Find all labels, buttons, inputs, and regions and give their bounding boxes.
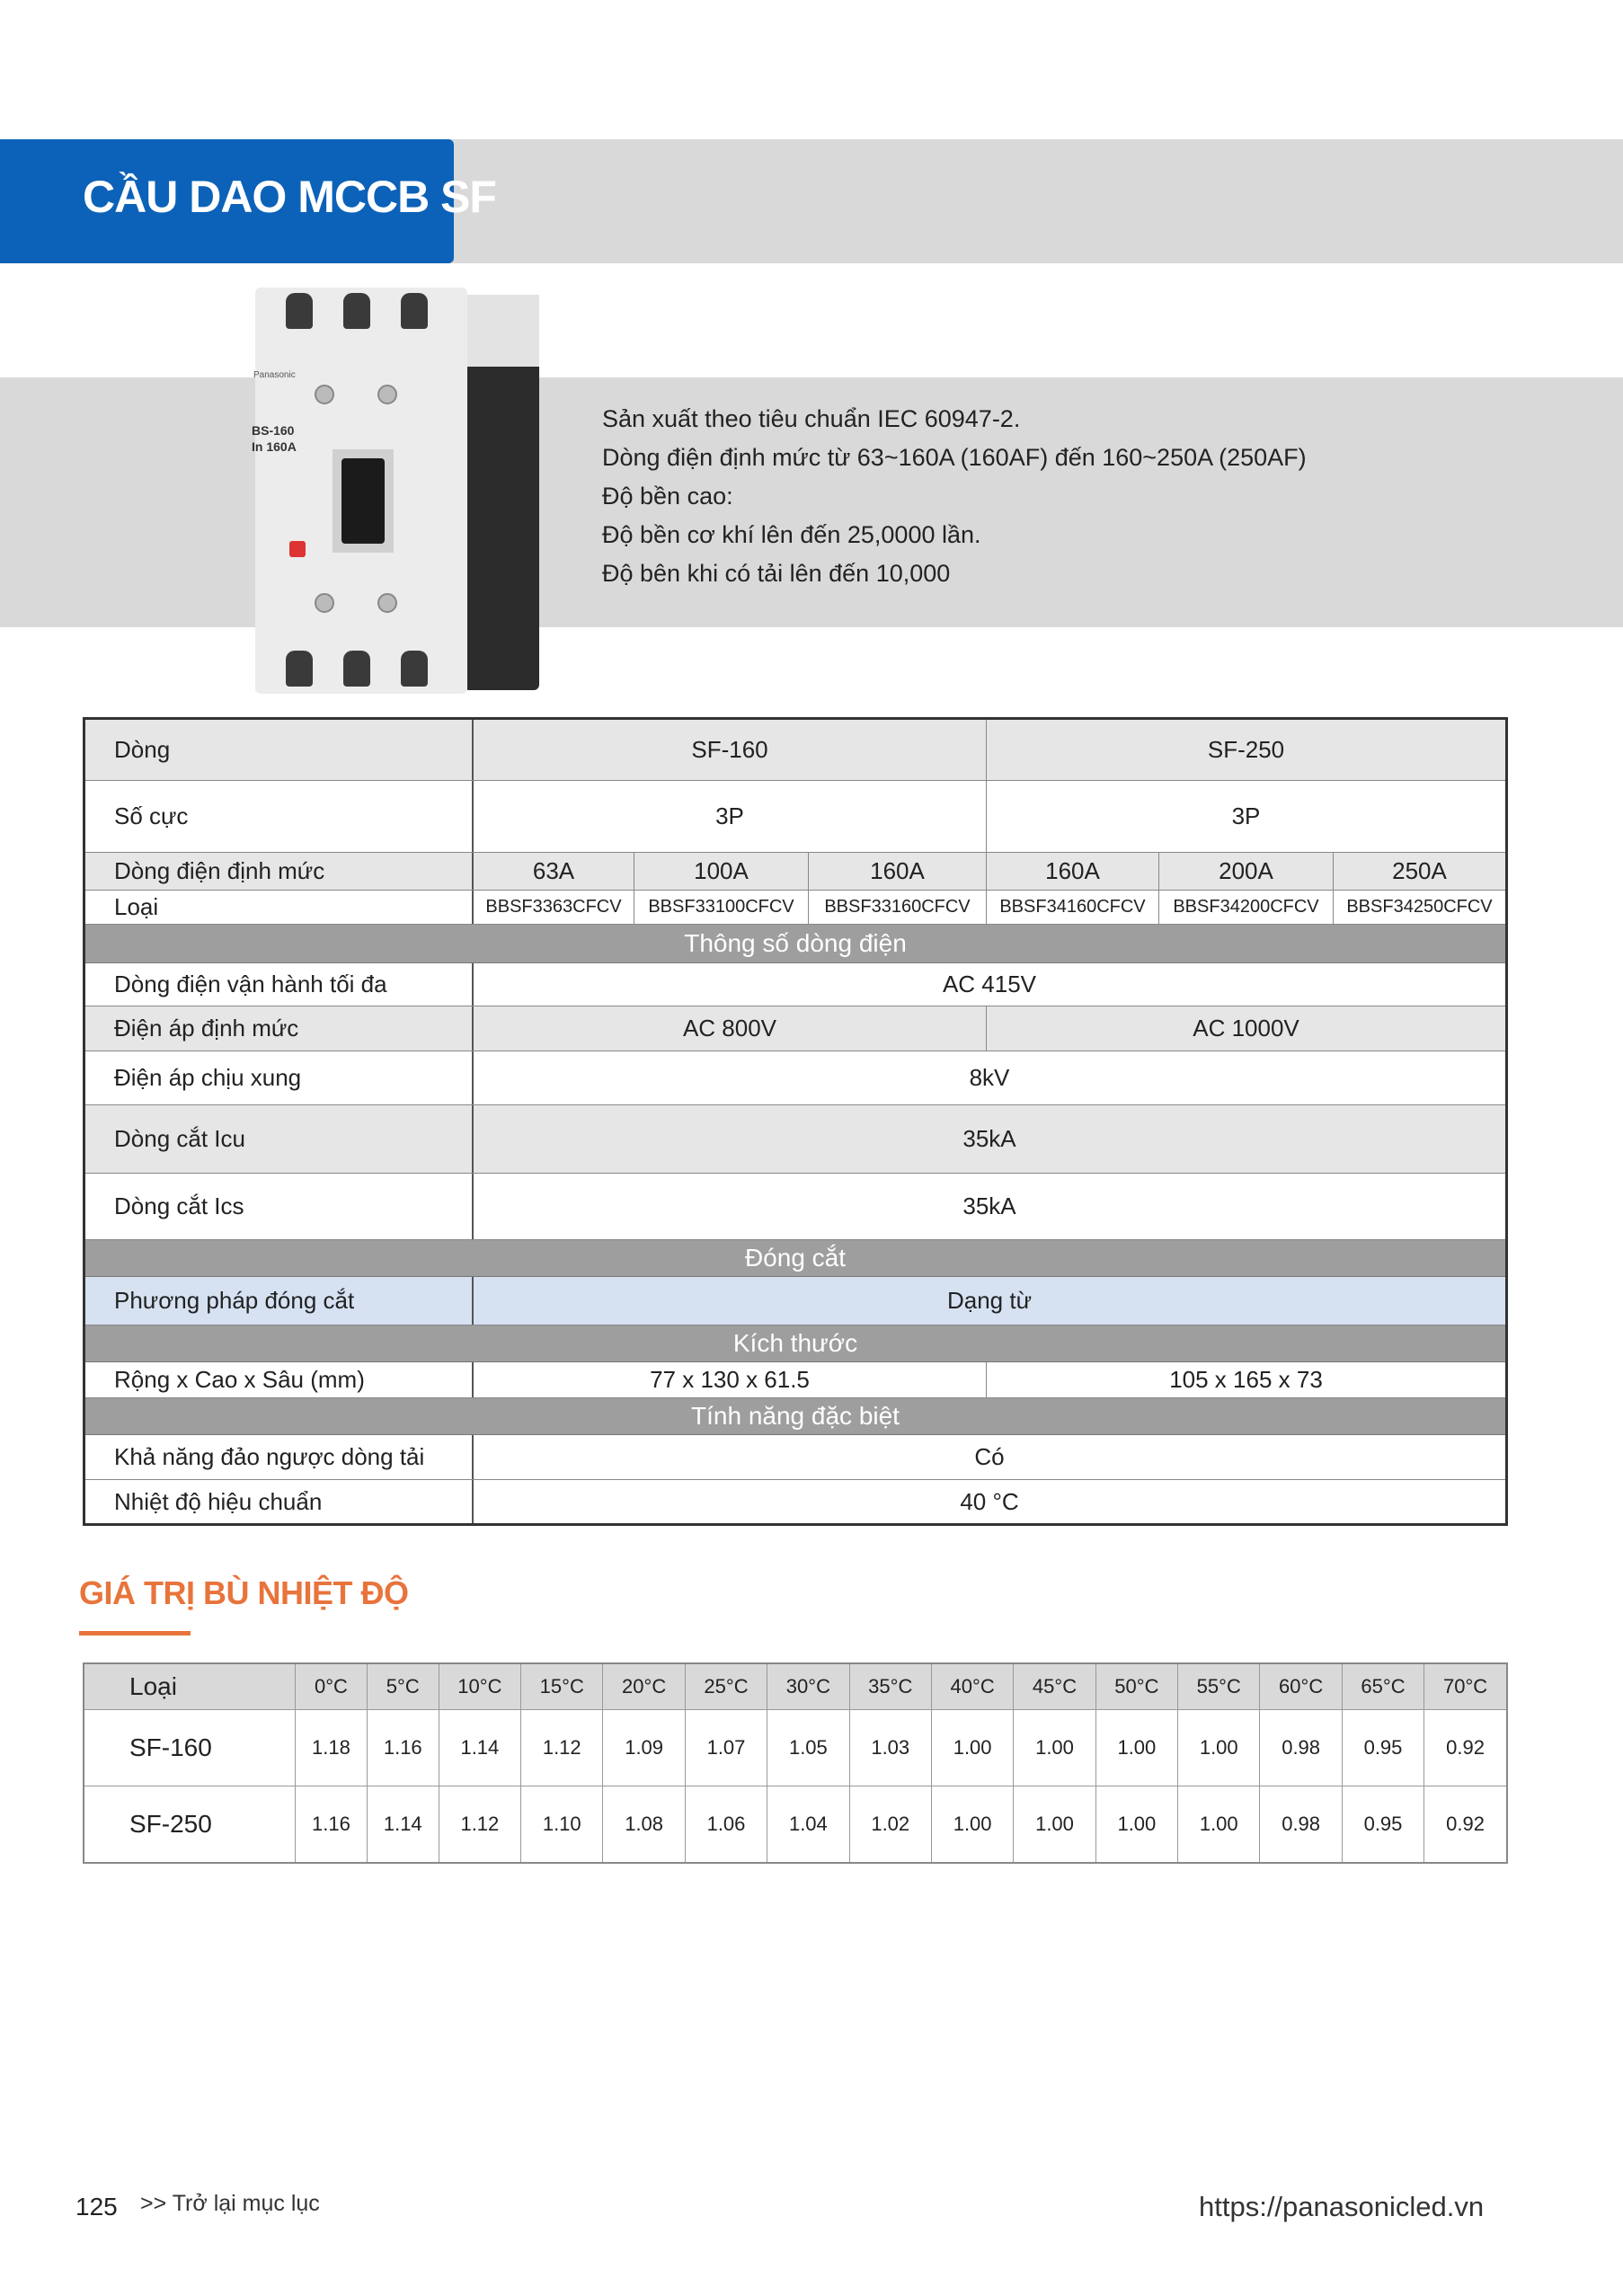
spec-value: BBSF34200CFCV: [1158, 891, 1333, 924]
product-brand: Panasonic: [253, 370, 296, 380]
spec-row-dong: [85, 720, 1505, 781]
temp-header-cell: 20°C: [603, 1663, 685, 1710]
temp-value-cell: 1.05: [767, 1710, 849, 1786]
temp-value-cell: 1.00: [1014, 1786, 1095, 1864]
spec-value: 100A: [634, 853, 808, 890]
spec-label: Phương pháp đóng cắt: [85, 1277, 474, 1325]
product-description: [602, 400, 1307, 593]
spec-value: 160A: [986, 853, 1158, 890]
section-title: Kích thước: [732, 1329, 858, 1357]
temp-header-row: [84, 1663, 1507, 1710]
spec-value: Dạng từ: [946, 1287, 1032, 1314]
temp-header-cell: 10°C: [439, 1663, 520, 1710]
temp-row-label: SF-250: [84, 1786, 296, 1864]
description-line: Độ bền cơ khí lên đến 25,0000 lần.: [602, 521, 981, 548]
spec-label: Dòng: [85, 720, 474, 780]
temp-value-cell: 1.06: [685, 1786, 767, 1864]
screw-icon: [377, 593, 397, 613]
spec-row-dien-ap: [85, 1006, 1505, 1051]
spec-row-dao-nguoc: [85, 1435, 1505, 1480]
terminal-bottom-3: [401, 651, 428, 687]
temp-value-cell: 1.00: [1095, 1710, 1177, 1786]
back-to-toc-link[interactable]: >> Trở lại mục lục: [140, 2191, 320, 2216]
product-rating: In 160A: [252, 439, 297, 454]
spec-row-chiu-xung: [85, 1051, 1505, 1105]
spec-value: AC 415V: [942, 971, 1037, 997]
temp-header-cell: 5°C: [367, 1663, 439, 1710]
spec-label: Dòng điện vận hành tối đa: [85, 963, 474, 1006]
spec-label: Dòng cắt Ics: [85, 1174, 474, 1239]
page-number: 125: [75, 2193, 118, 2221]
description-line: Độ bền cao:: [602, 483, 733, 510]
spec-row-loai: [85, 891, 1505, 925]
spec-table: [83, 717, 1508, 1526]
spec-value: 250A: [1333, 853, 1505, 890]
spec-label: Nhiệt độ hiệu chuẩn: [85, 1480, 474, 1523]
spec-value: BBSF33100CFCV: [634, 891, 808, 924]
website-url-link[interactable]: https://panasonicled.vn: [1199, 2191, 1485, 2222]
test-button: [289, 541, 306, 557]
temp-section-title: GIÁ TRỊ BÙ NHIỆT ĐỘ: [79, 1574, 409, 1611]
terminal-top-1: [286, 293, 313, 329]
screw-icon: [315, 593, 334, 613]
temp-value-cell: 1.00: [931, 1710, 1013, 1786]
temp-value-cell: 1.00: [1095, 1786, 1177, 1864]
temp-value-cell: 0.98: [1260, 1786, 1342, 1864]
spec-label: Điện áp định mức: [85, 1006, 474, 1050]
temp-row: [84, 1710, 1507, 1786]
product-image: [243, 288, 548, 694]
spec-value: 8kV: [969, 1064, 1010, 1091]
section-title: Đóng cắt: [744, 1244, 847, 1272]
temp-compensation-table: [83, 1662, 1508, 1864]
spec-section-header: [85, 925, 1505, 963]
terminal-top-2: [343, 293, 370, 329]
terminal-bottom-1: [286, 651, 313, 687]
temp-header-cell: 65°C: [1342, 1663, 1423, 1710]
spec-row-van-hanh: [85, 963, 1505, 1006]
spec-value: AC 800V: [682, 1015, 777, 1042]
temp-header-cell: 25°C: [685, 1663, 767, 1710]
temp-value-cell: 1.18: [296, 1710, 368, 1786]
temp-value-cell: 1.09: [603, 1710, 685, 1786]
breaker-side-top: [467, 295, 539, 367]
spec-label: Điện áp chịu xung: [85, 1051, 474, 1104]
temp-value-cell: 1.00: [1014, 1710, 1095, 1786]
screw-icon: [377, 385, 397, 404]
spec-value: 105 x 165 x 73: [986, 1362, 1505, 1397]
temp-value-cell: 1.03: [849, 1710, 931, 1786]
temp-header-cell: 60°C: [1260, 1663, 1342, 1710]
temp-header-cell: 40°C: [931, 1663, 1013, 1710]
spec-section-header: [85, 1398, 1505, 1435]
temp-header-cell: 50°C: [1095, 1663, 1177, 1710]
temp-value-cell: 0.92: [1424, 1786, 1507, 1864]
description-line: Dòng điện định mức từ 63~160A (160AF) đến 160~250A (250AF): [602, 444, 1307, 471]
spec-value: 35kA: [962, 1192, 1016, 1219]
temp-header-cell: 0°C: [296, 1663, 368, 1710]
terminal-top-3: [401, 293, 428, 329]
temp-header-label: Loại: [84, 1663, 296, 1710]
temp-value-cell: 1.07: [685, 1710, 767, 1786]
temp-value-cell: 1.00: [931, 1786, 1013, 1864]
temp-value-cell: 1.04: [767, 1786, 849, 1864]
page-title: CẦU DAO MCCB SF: [83, 172, 496, 222]
temp-value-cell: 1.02: [849, 1786, 931, 1864]
temp-row: [84, 1786, 1507, 1864]
temp-value-cell: 0.95: [1342, 1710, 1423, 1786]
section-title: Thông số dòng điện: [684, 929, 907, 957]
temp-value-cell: 1.10: [521, 1786, 603, 1864]
temp-value-cell: 0.95: [1342, 1786, 1423, 1864]
temp-header-cell: 70°C: [1424, 1663, 1507, 1710]
temp-header-cell: 30°C: [767, 1663, 849, 1710]
temp-header-cell: 45°C: [1014, 1663, 1095, 1710]
temp-value-cell: 1.00: [1178, 1710, 1260, 1786]
product-model: BS-160: [252, 423, 295, 438]
terminal-bottom-2: [343, 651, 370, 687]
spec-row-ics: [85, 1174, 1505, 1240]
title-underline: [79, 1631, 191, 1636]
spec-row-so-cuc: [85, 781, 1505, 853]
temp-value-cell: 1.16: [367, 1710, 439, 1786]
spec-row-nhiet-do: [85, 1480, 1505, 1523]
spec-value: BBSF34160CFCV: [986, 891, 1158, 924]
breaker-handle: [341, 458, 385, 544]
spec-value: 77 x 130 x 61.5: [650, 1366, 810, 1393]
spec-row-dinh-muc: [85, 853, 1505, 891]
section-title: Tính năng đặc biệt: [691, 1402, 900, 1430]
spec-label: Khả năng đảo ngược dòng tải: [85, 1435, 474, 1479]
spec-value: 40 °C: [960, 1487, 1019, 1515]
temp-value-cell: 1.16: [296, 1786, 368, 1864]
screw-icon: [315, 385, 334, 404]
description-line: Sản xuất theo tiêu chuẩn IEC 60947-2.: [602, 405, 1021, 432]
spec-section-header: [85, 1240, 1505, 1277]
spec-label: Số cực: [85, 781, 474, 852]
spec-label: Rộng x Cao x Sâu (mm): [85, 1362, 474, 1397]
spec-value: SF-160: [691, 736, 768, 763]
spec-label: Loại: [85, 891, 474, 924]
spec-value: AC 1000V: [986, 1006, 1505, 1050]
temp-value-cell: 0.98: [1260, 1710, 1342, 1786]
spec-value: 200A: [1158, 853, 1333, 890]
temp-value-cell: 0.92: [1424, 1710, 1507, 1786]
spec-row-phuong-phap: [85, 1277, 1505, 1325]
spec-value: BBSF33160CFCV: [808, 891, 986, 924]
description-line: Độ bên khi có tải lên đến 10,000: [602, 560, 951, 587]
spec-label: Dòng cắt Icu: [85, 1105, 474, 1173]
temp-header-cell: 35°C: [849, 1663, 931, 1710]
spec-value: BBSF3363CFCV: [485, 897, 622, 917]
temp-value-cell: 1.08: [603, 1786, 685, 1864]
spec-value: Có: [974, 1443, 1005, 1470]
spec-row-kich-thuoc: [85, 1362, 1505, 1398]
spec-row-icu: [85, 1105, 1505, 1174]
temp-row-label: SF-160: [84, 1710, 296, 1786]
spec-value: BBSF34250CFCV: [1333, 891, 1505, 924]
temp-header-cell: 55°C: [1178, 1663, 1260, 1710]
temp-value-cell: 1.14: [367, 1786, 439, 1864]
spec-value: 3P: [986, 781, 1505, 852]
temp-value-cell: 1.12: [439, 1786, 520, 1864]
spec-value: SF-250: [986, 720, 1505, 780]
spec-section-header: [85, 1325, 1505, 1362]
spec-value: 3P: [715, 802, 744, 829]
temp-value-cell: 1.14: [439, 1710, 520, 1786]
spec-value: 160A: [808, 853, 986, 890]
spec-value: 63A: [532, 857, 575, 884]
product-label: [252, 422, 297, 455]
temp-header-cell: 15°C: [521, 1663, 603, 1710]
temp-value-cell: 1.12: [521, 1710, 603, 1786]
spec-value: 35kA: [962, 1125, 1016, 1152]
spec-label: Dòng điện định mức: [85, 853, 474, 890]
temp-value-cell: 1.00: [1178, 1786, 1260, 1864]
